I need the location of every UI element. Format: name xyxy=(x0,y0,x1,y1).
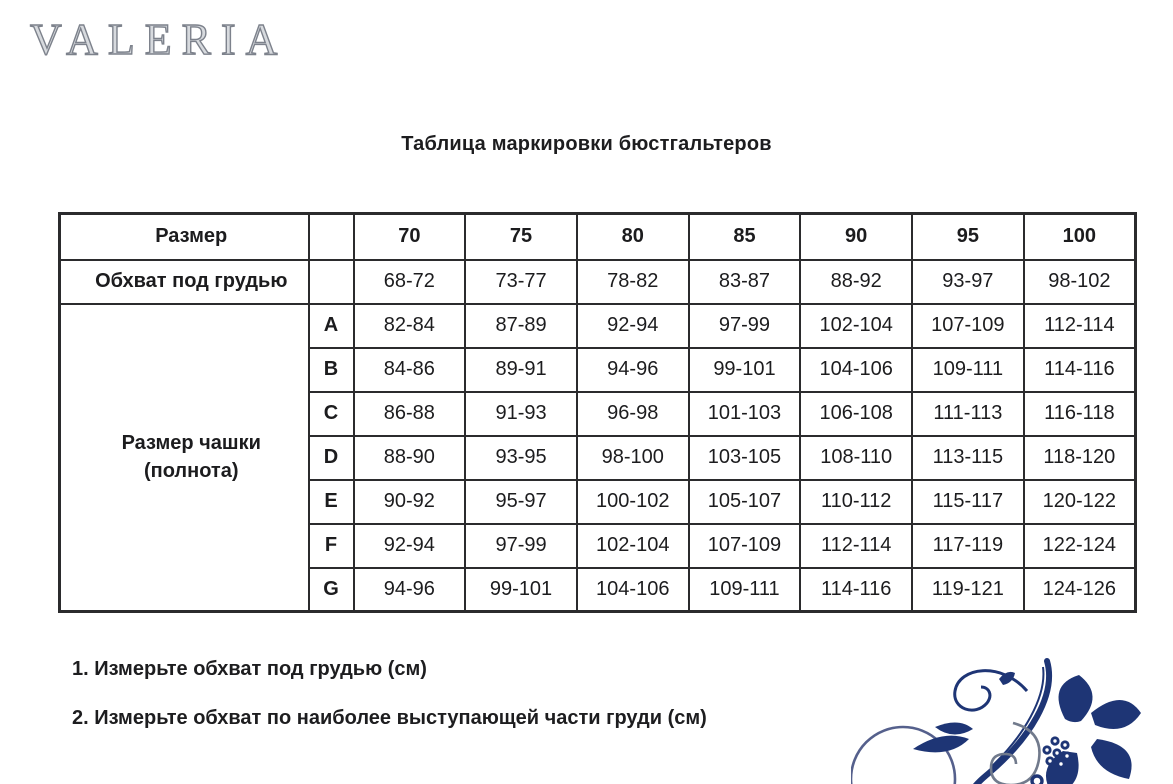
cup-value-cell: 102-104 xyxy=(577,524,689,568)
size-column-header: 75 xyxy=(465,214,577,260)
cup-value-cell: 92-94 xyxy=(577,304,689,348)
cup-value-cell: 82-84 xyxy=(354,304,466,348)
size-header-row xyxy=(60,214,1136,260)
underbust-label-cell: Обхват под грудью xyxy=(60,260,309,304)
cup-value-cell: 96-98 xyxy=(577,392,689,436)
underbust-value-cell: 68-72 xyxy=(354,260,466,304)
cup-value-cell: 92-94 xyxy=(354,524,466,568)
cup-value-cell: 93-95 xyxy=(465,436,577,480)
cup-value-cell: 89-91 xyxy=(465,348,577,392)
size-column-header: 100 xyxy=(1024,214,1136,260)
cup-value-cell: 104-106 xyxy=(800,348,912,392)
cup-value-cell: 113-115 xyxy=(912,436,1024,480)
cup-value-cell: 84-86 xyxy=(354,348,466,392)
cup-value-cell: 109-111 xyxy=(912,348,1024,392)
cup-letter-cell: G xyxy=(309,568,354,612)
cup-value-cell: 103-105 xyxy=(689,436,801,480)
cup-value-cell: 112-114 xyxy=(800,524,912,568)
cup-value-cell: 114-116 xyxy=(800,568,912,612)
cup-value-cell: 90-92 xyxy=(354,480,466,524)
measurement-instructions xyxy=(72,658,707,756)
size-column-header: 90 xyxy=(800,214,912,260)
underbust-value-cell: 98-102 xyxy=(1024,260,1136,304)
underbust-empty-cell xyxy=(309,260,354,304)
underbust-value-cell: 88-92 xyxy=(800,260,912,304)
underbust-row xyxy=(60,260,1136,304)
cup-value-cell: 88-90 xyxy=(354,436,466,480)
underbust-value-cell: 83-87 xyxy=(689,260,801,304)
cup-letter-cell: D xyxy=(309,436,354,480)
cup-value-cell: 108-110 xyxy=(800,436,912,480)
size-column-header: 95 xyxy=(912,214,1024,260)
page-title: Таблица маркировки бюстгальтеров xyxy=(401,133,772,155)
cup-value-cell: 114-116 xyxy=(1024,348,1136,392)
cup-value-cell: 99-101 xyxy=(465,568,577,612)
cup-value-cell: 102-104 xyxy=(800,304,912,348)
cup-value-cell: 117-119 xyxy=(912,524,1024,568)
valeria-logo-text xyxy=(28,12,328,68)
size-label-cell: Размер xyxy=(60,214,309,260)
underbust-value-cell: 93-97 xyxy=(912,260,1024,304)
cup-value-cell: 116-118 xyxy=(1024,392,1136,436)
cup-value-cell: 120-122 xyxy=(1024,480,1136,524)
size-column-header: 70 xyxy=(354,214,466,260)
cup-letter-cell: B xyxy=(309,348,354,392)
cup-value-cell: 97-99 xyxy=(689,304,801,348)
underbust-value-cell: 78-82 xyxy=(577,260,689,304)
underbust-value-cell: 73-77 xyxy=(465,260,577,304)
size-column-header: 80 xyxy=(577,214,689,260)
cup-label-line1: Размер чашки xyxy=(121,432,261,455)
cup-value-cell: 105-107 xyxy=(689,480,801,524)
cup-letter-cell: F xyxy=(309,524,354,568)
cup-value-cell: 104-106 xyxy=(577,568,689,612)
cup-value-cell: 98-100 xyxy=(577,436,689,480)
instruction-step-1: 1. Измерьте обхват под грудью (см) xyxy=(72,658,427,680)
cup-size-label-cell xyxy=(60,304,309,612)
corner-empty-cell xyxy=(309,214,354,260)
cup-label-line2: (полнота) xyxy=(143,460,239,483)
cup-value-cell: 112-114 xyxy=(1024,304,1136,348)
cup-letter-cell: A xyxy=(309,304,354,348)
cup-value-cell: 115-117 xyxy=(912,480,1024,524)
cup-value-cell: 124-126 xyxy=(1024,568,1136,612)
cup-value-cell: 86-88 xyxy=(354,392,466,436)
cup-value-cell: 109-111 xyxy=(689,568,801,612)
cup-value-cell: 122-124 xyxy=(1024,524,1136,568)
cup-value-cell: 107-109 xyxy=(689,524,801,568)
cup-value-cell: 110-112 xyxy=(800,480,912,524)
cup-value-cell: 101-103 xyxy=(689,392,801,436)
cup-value-cell: 106-108 xyxy=(800,392,912,436)
cup-value-cell: 111-113 xyxy=(912,392,1024,436)
bra-size-table xyxy=(58,212,1137,613)
cup-value-cell: 94-96 xyxy=(577,348,689,392)
brand-logo xyxy=(28,12,328,68)
cup-value-cell: 95-97 xyxy=(465,480,577,524)
cup-letter-cell: E xyxy=(309,480,354,524)
cup-letter-cell: C xyxy=(309,392,354,436)
cup-value-cell: 87-89 xyxy=(465,304,577,348)
cup-value-cell: 94-96 xyxy=(354,568,466,612)
cup-value-cell: 91-93 xyxy=(465,392,577,436)
logo-text: VALERIA xyxy=(30,15,288,64)
floral-flourish-ornament-icon xyxy=(851,657,1151,784)
cup-value-cell: 119-121 xyxy=(912,568,1024,612)
cup-value-cell: 118-120 xyxy=(1024,436,1136,480)
size-column-header: 85 xyxy=(689,214,801,260)
instruction-step-2: 2. Измерьте обхват по наиболее выступающей части груди (см) xyxy=(72,707,707,729)
cup-value-cell: 97-99 xyxy=(465,524,577,568)
cup-value-cell: 107-109 xyxy=(912,304,1024,348)
cup-value-cell: 100-102 xyxy=(577,480,689,524)
cup-row-A xyxy=(60,304,1136,348)
cup-value-cell: 99-101 xyxy=(689,348,801,392)
